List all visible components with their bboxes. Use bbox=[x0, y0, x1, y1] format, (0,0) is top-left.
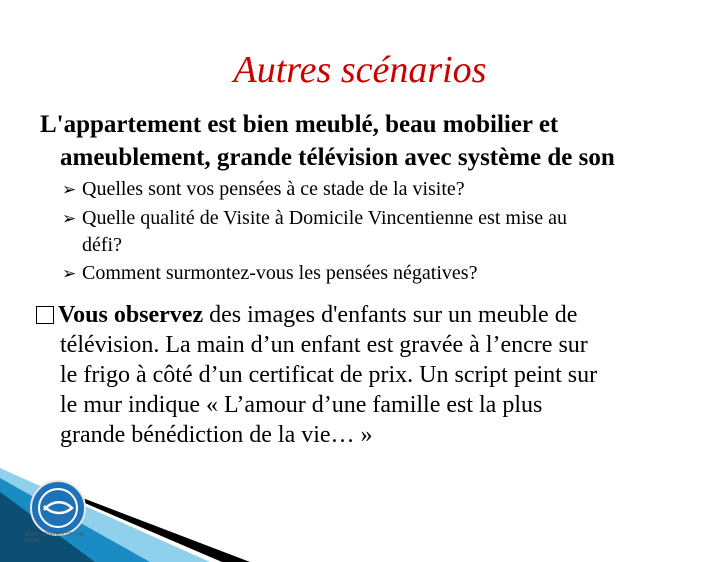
observation-paragraph bbox=[36, 300, 706, 450]
observation-line: télévision. La main d’un enfant est gravée à l’encre sur bbox=[60, 332, 588, 358]
sub-item bbox=[62, 176, 702, 203]
arrowhead-icon: ➢ bbox=[62, 209, 77, 229]
slide-title: Autres scénarios bbox=[233, 49, 487, 91]
sub-item-text: Comment surmontez-vous les pensées négatives? bbox=[82, 262, 478, 284]
arrowhead-icon: ➢ bbox=[62, 264, 77, 284]
intro-paragraph bbox=[40, 108, 710, 174]
sub-item-text: Quelles sont vos pensées à ce stade de la visite? bbox=[82, 178, 465, 200]
ssvp-logo-icon bbox=[30, 480, 86, 536]
intro-line-2: ameublement, grande télévision avec système de son bbox=[60, 144, 615, 171]
observation-lead: Vous observez bbox=[58, 302, 204, 328]
observation-line-1: des images d'enfants sur un meuble de bbox=[203, 302, 578, 328]
observation-line: grande bénédiction de la vie… » bbox=[60, 422, 373, 448]
observation-line: le mur indique « L’amour d’une famille est la plus bbox=[60, 392, 543, 418]
sub-item bbox=[62, 260, 702, 287]
sub-item-continuation: défi? bbox=[82, 234, 122, 256]
logo-caption: SSVP · FRIENDS OF THE POOR bbox=[25, 532, 85, 544]
intro-line-1: L'appartement est bien meublé, beau mobilier et bbox=[40, 111, 559, 138]
arrowhead-icon: ➢ bbox=[62, 180, 77, 200]
checkbox-square-icon bbox=[36, 306, 54, 324]
observation-line: le frigo à côté d’un certificat de prix. Un script peint sur bbox=[60, 362, 598, 388]
logo-fish-mark bbox=[32, 482, 84, 534]
sub-item-text: Quelle qualité de Visite à Domicile Vincentienne est mise au bbox=[82, 207, 568, 229]
sub-item bbox=[62, 205, 702, 258]
